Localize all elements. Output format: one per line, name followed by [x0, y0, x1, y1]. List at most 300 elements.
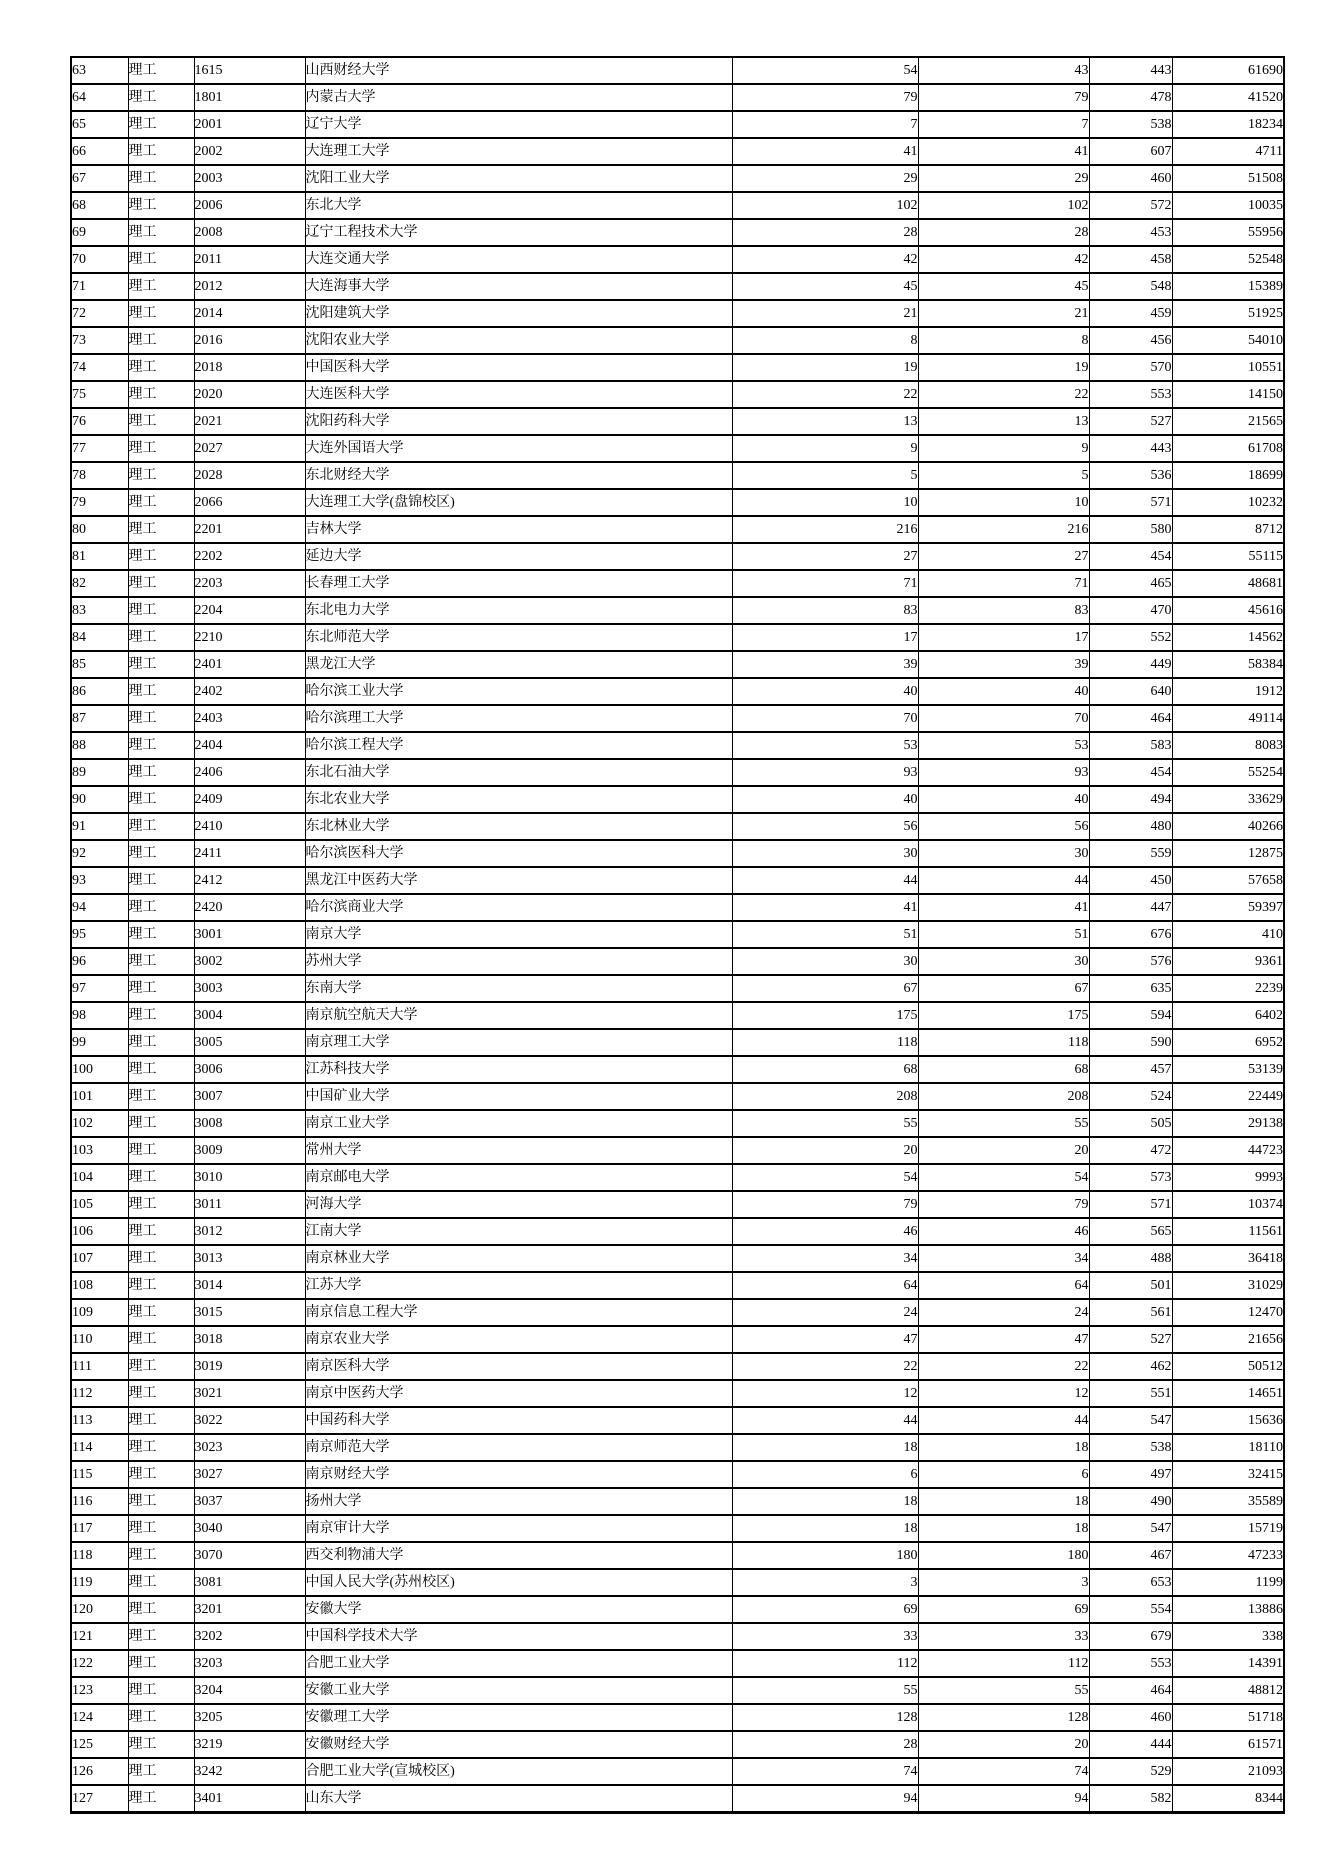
row-code: 3009 [194, 1137, 305, 1164]
row-count-b: 39 [918, 651, 1089, 678]
row-seq: 116 [71, 1488, 128, 1515]
row-count-a: 56 [732, 813, 918, 840]
row-category: 理工 [128, 1218, 194, 1245]
row-university-name: 常州大学 [305, 1137, 732, 1164]
row-seq: 73 [71, 327, 128, 354]
row-category: 理工 [128, 327, 194, 354]
row-count-b: 17 [918, 624, 1089, 651]
row-count-b: 53 [918, 732, 1089, 759]
row-seq: 88 [71, 732, 128, 759]
row-rank: 1199 [1172, 1569, 1284, 1596]
row-seq: 114 [71, 1434, 128, 1461]
row-count-a: 64 [732, 1272, 918, 1299]
row-score: 490 [1089, 1488, 1172, 1515]
table-row [71, 1164, 1284, 1191]
row-count-a: 17 [732, 624, 918, 651]
row-count-b: 10 [918, 489, 1089, 516]
row-rank: 14391 [1172, 1650, 1284, 1677]
row-rank: 10232 [1172, 489, 1284, 516]
row-score: 488 [1089, 1245, 1172, 1272]
row-university-name: 南京审计大学 [305, 1515, 732, 1542]
table-row [71, 1002, 1284, 1029]
row-score: 524 [1089, 1083, 1172, 1110]
row-code: 2016 [194, 327, 305, 354]
row-score: 450 [1089, 867, 1172, 894]
row-university-name: 黑龙江大学 [305, 651, 732, 678]
table-row [71, 408, 1284, 435]
table-row [71, 462, 1284, 489]
row-score: 580 [1089, 516, 1172, 543]
row-score: 536 [1089, 462, 1172, 489]
row-score: 454 [1089, 543, 1172, 570]
row-code: 3201 [194, 1596, 305, 1623]
row-score: 676 [1089, 921, 1172, 948]
row-category: 理工 [128, 1299, 194, 1326]
row-category: 理工 [128, 867, 194, 894]
row-score: 572 [1089, 192, 1172, 219]
table-row [71, 1704, 1284, 1731]
row-count-a: 112 [732, 1650, 918, 1677]
table-row [71, 1272, 1284, 1299]
row-category: 理工 [128, 1326, 194, 1353]
row-score: 571 [1089, 1191, 1172, 1218]
table-row [71, 1434, 1284, 1461]
row-seq: 86 [71, 678, 128, 705]
row-category: 理工 [128, 1110, 194, 1137]
row-code: 2066 [194, 489, 305, 516]
table-row [71, 759, 1284, 786]
table-row [71, 1029, 1284, 1056]
row-seq: 94 [71, 894, 128, 921]
row-seq: 112 [71, 1380, 128, 1407]
row-rank: 41520 [1172, 84, 1284, 111]
table-row [71, 1785, 1284, 1813]
row-code: 3081 [194, 1569, 305, 1596]
row-count-a: 40 [732, 786, 918, 813]
row-score: 505 [1089, 1110, 1172, 1137]
row-score: 472 [1089, 1137, 1172, 1164]
row-count-a: 10 [732, 489, 918, 516]
row-rank: 36418 [1172, 1245, 1284, 1272]
row-category: 理工 [128, 1677, 194, 1704]
row-score: 478 [1089, 84, 1172, 111]
row-university-name: 沈阳工业大学 [305, 165, 732, 192]
row-university-name: 东北林业大学 [305, 813, 732, 840]
row-rank: 14562 [1172, 624, 1284, 651]
row-university-name: 江南大学 [305, 1218, 732, 1245]
row-count-b: 55 [918, 1110, 1089, 1137]
row-score: 501 [1089, 1272, 1172, 1299]
row-score: 460 [1089, 1704, 1172, 1731]
row-count-b: 7 [918, 111, 1089, 138]
row-category: 理工 [128, 1785, 194, 1813]
row-code: 2412 [194, 867, 305, 894]
row-university-name: 沈阳农业大学 [305, 327, 732, 354]
table-row [71, 1056, 1284, 1083]
admission-table-body [71, 57, 1284, 1813]
row-category: 理工 [128, 1461, 194, 1488]
row-count-b: 34 [918, 1245, 1089, 1272]
row-count-a: 30 [732, 840, 918, 867]
table-row [71, 597, 1284, 624]
row-count-b: 79 [918, 84, 1089, 111]
table-row [71, 111, 1284, 138]
table-row [71, 1380, 1284, 1407]
row-count-a: 118 [732, 1029, 918, 1056]
row-count-b: 69 [918, 1596, 1089, 1623]
row-code: 3242 [194, 1758, 305, 1785]
row-seq: 120 [71, 1596, 128, 1623]
row-score: 443 [1089, 435, 1172, 462]
table-row [71, 1218, 1284, 1245]
row-seq: 90 [71, 786, 128, 813]
row-rank: 10551 [1172, 354, 1284, 381]
row-rank: 55254 [1172, 759, 1284, 786]
row-seq: 71 [71, 273, 128, 300]
row-category: 理工 [128, 678, 194, 705]
row-rank: 52548 [1172, 246, 1284, 273]
row-count-b: 102 [918, 192, 1089, 219]
row-count-a: 18 [732, 1488, 918, 1515]
row-category: 理工 [128, 759, 194, 786]
row-count-b: 56 [918, 813, 1089, 840]
table-row [71, 1299, 1284, 1326]
row-score: 470 [1089, 597, 1172, 624]
row-count-b: 79 [918, 1191, 1089, 1218]
row-rank: 51718 [1172, 1704, 1284, 1731]
row-count-b: 83 [918, 597, 1089, 624]
row-count-b: 71 [918, 570, 1089, 597]
row-score: 576 [1089, 948, 1172, 975]
row-category: 理工 [128, 1245, 194, 1272]
row-count-b: 64 [918, 1272, 1089, 1299]
table-row [71, 1488, 1284, 1515]
row-code: 2411 [194, 840, 305, 867]
table-row [71, 1110, 1284, 1137]
row-seq: 66 [71, 138, 128, 165]
row-code: 2210 [194, 624, 305, 651]
row-count-a: 128 [732, 1704, 918, 1731]
row-rank: 6402 [1172, 1002, 1284, 1029]
row-category: 理工 [128, 732, 194, 759]
row-seq: 115 [71, 1461, 128, 1488]
row-count-b: 128 [918, 1704, 1089, 1731]
row-category: 理工 [128, 1029, 194, 1056]
row-count-a: 41 [732, 138, 918, 165]
row-code: 3205 [194, 1704, 305, 1731]
row-university-name: 安徽大学 [305, 1596, 732, 1623]
row-count-b: 180 [918, 1542, 1089, 1569]
row-score: 582 [1089, 1785, 1172, 1813]
row-score: 561 [1089, 1299, 1172, 1326]
row-count-b: 68 [918, 1056, 1089, 1083]
row-seq: 102 [71, 1110, 128, 1137]
row-rank: 2239 [1172, 975, 1284, 1002]
row-score: 640 [1089, 678, 1172, 705]
table-row [71, 381, 1284, 408]
row-count-b: 54 [918, 1164, 1089, 1191]
row-code: 2008 [194, 219, 305, 246]
row-count-a: 54 [732, 1164, 918, 1191]
row-university-name: 大连理工大学(盘锦校区) [305, 489, 732, 516]
row-count-b: 9 [918, 435, 1089, 462]
row-seq: 101 [71, 1083, 128, 1110]
row-seq: 78 [71, 462, 128, 489]
row-code: 3004 [194, 1002, 305, 1029]
row-rank: 44723 [1172, 1137, 1284, 1164]
row-code: 1801 [194, 84, 305, 111]
row-code: 3018 [194, 1326, 305, 1353]
row-count-a: 55 [732, 1677, 918, 1704]
row-code: 3070 [194, 1542, 305, 1569]
table-row [71, 435, 1284, 462]
row-code: 2404 [194, 732, 305, 759]
row-seq: 124 [71, 1704, 128, 1731]
row-count-a: 28 [732, 219, 918, 246]
row-university-name: 吉林大学 [305, 516, 732, 543]
table-row [71, 219, 1284, 246]
row-university-name: 长春理工大学 [305, 570, 732, 597]
row-count-b: 20 [918, 1137, 1089, 1164]
table-row [71, 300, 1284, 327]
row-count-b: 42 [918, 246, 1089, 273]
row-university-name: 南京农业大学 [305, 1326, 732, 1353]
row-count-a: 54 [732, 57, 918, 84]
row-count-b: 118 [918, 1029, 1089, 1056]
row-category: 理工 [128, 219, 194, 246]
row-rank: 61690 [1172, 57, 1284, 84]
table-row [71, 624, 1284, 651]
row-score: 464 [1089, 705, 1172, 732]
row-code: 3006 [194, 1056, 305, 1083]
row-category: 理工 [128, 894, 194, 921]
row-category: 理工 [128, 597, 194, 624]
row-count-a: 55 [732, 1110, 918, 1137]
row-seq: 103 [71, 1137, 128, 1164]
row-count-b: 20 [918, 1731, 1089, 1758]
row-score: 548 [1089, 273, 1172, 300]
row-category: 理工 [128, 273, 194, 300]
row-seq: 69 [71, 219, 128, 246]
row-count-b: 41 [918, 138, 1089, 165]
row-category: 理工 [128, 57, 194, 84]
row-category: 理工 [128, 516, 194, 543]
row-category: 理工 [128, 1650, 194, 1677]
row-count-b: 93 [918, 759, 1089, 786]
table-row [71, 516, 1284, 543]
row-count-b: 6 [918, 1461, 1089, 1488]
row-score: 497 [1089, 1461, 1172, 1488]
row-category: 理工 [128, 435, 194, 462]
row-seq: 92 [71, 840, 128, 867]
row-seq: 125 [71, 1731, 128, 1758]
row-score: 573 [1089, 1164, 1172, 1191]
row-code: 3010 [194, 1164, 305, 1191]
row-count-a: 18 [732, 1515, 918, 1542]
row-rank: 45616 [1172, 597, 1284, 624]
row-category: 理工 [128, 1353, 194, 1380]
row-count-b: 67 [918, 975, 1089, 1002]
row-university-name: 南京工业大学 [305, 1110, 732, 1137]
table-row [71, 1623, 1284, 1650]
row-score: 465 [1089, 570, 1172, 597]
row-count-a: 74 [732, 1758, 918, 1785]
row-score: 635 [1089, 975, 1172, 1002]
row-seq: 85 [71, 651, 128, 678]
row-university-name: 江苏科技大学 [305, 1056, 732, 1083]
row-count-b: 22 [918, 1353, 1089, 1380]
row-rank: 57658 [1172, 867, 1284, 894]
table-row [71, 1245, 1284, 1272]
row-category: 理工 [128, 300, 194, 327]
table-row [71, 273, 1284, 300]
row-score: 559 [1089, 840, 1172, 867]
row-code: 3040 [194, 1515, 305, 1542]
row-university-name: 内蒙古大学 [305, 84, 732, 111]
row-code: 3023 [194, 1434, 305, 1461]
row-code: 3027 [194, 1461, 305, 1488]
row-university-name: 南京中医药大学 [305, 1380, 732, 1407]
row-count-b: 13 [918, 408, 1089, 435]
row-code: 2409 [194, 786, 305, 813]
row-university-name: 南京理工大学 [305, 1029, 732, 1056]
row-count-a: 29 [732, 165, 918, 192]
row-count-a: 22 [732, 1353, 918, 1380]
row-category: 理工 [128, 975, 194, 1002]
row-university-name: 大连海事大学 [305, 273, 732, 300]
row-seq: 127 [71, 1785, 128, 1813]
row-count-b: 30 [918, 948, 1089, 975]
row-code: 3204 [194, 1677, 305, 1704]
row-code: 2014 [194, 300, 305, 327]
row-code: 1615 [194, 57, 305, 84]
row-university-name: 南京师范大学 [305, 1434, 732, 1461]
table-row [71, 327, 1284, 354]
row-seq: 68 [71, 192, 128, 219]
row-university-name: 南京财经大学 [305, 1461, 732, 1488]
table-row [71, 1137, 1284, 1164]
row-code: 3008 [194, 1110, 305, 1137]
table-row [71, 813, 1284, 840]
row-rank: 14150 [1172, 381, 1284, 408]
row-category: 理工 [128, 1164, 194, 1191]
row-score: 553 [1089, 1650, 1172, 1677]
row-rank: 51508 [1172, 165, 1284, 192]
row-university-name: 东南大学 [305, 975, 732, 1002]
row-score: 547 [1089, 1515, 1172, 1542]
row-score: 447 [1089, 894, 1172, 921]
row-university-name: 东北农业大学 [305, 786, 732, 813]
row-seq: 93 [71, 867, 128, 894]
row-code: 3022 [194, 1407, 305, 1434]
row-seq: 79 [71, 489, 128, 516]
row-category: 理工 [128, 624, 194, 651]
row-rank: 18699 [1172, 462, 1284, 489]
table-row [71, 1326, 1284, 1353]
row-category: 理工 [128, 246, 194, 273]
row-score: 554 [1089, 1596, 1172, 1623]
row-rank: 49114 [1172, 705, 1284, 732]
row-seq: 119 [71, 1569, 128, 1596]
row-rank: 55115 [1172, 543, 1284, 570]
row-university-name: 江苏大学 [305, 1272, 732, 1299]
row-count-a: 27 [732, 543, 918, 570]
row-count-b: 33 [918, 1623, 1089, 1650]
row-code: 2001 [194, 111, 305, 138]
row-seq: 83 [71, 597, 128, 624]
row-category: 理工 [128, 651, 194, 678]
row-category: 理工 [128, 1137, 194, 1164]
row-rank: 51925 [1172, 300, 1284, 327]
row-rank: 31029 [1172, 1272, 1284, 1299]
row-score: 444 [1089, 1731, 1172, 1758]
row-rank: 21565 [1172, 408, 1284, 435]
row-score: 551 [1089, 1380, 1172, 1407]
row-count-b: 43 [918, 57, 1089, 84]
row-university-name: 西交利物浦大学 [305, 1542, 732, 1569]
row-university-name: 南京林业大学 [305, 1245, 732, 1272]
row-category: 理工 [128, 1191, 194, 1218]
row-count-b: 216 [918, 516, 1089, 543]
table-row [71, 894, 1284, 921]
row-university-name: 南京航空航天大学 [305, 1002, 732, 1029]
row-rank: 47233 [1172, 1542, 1284, 1569]
row-rank: 8344 [1172, 1785, 1284, 1813]
row-university-name: 南京邮电大学 [305, 1164, 732, 1191]
row-code: 2203 [194, 570, 305, 597]
row-score: 538 [1089, 1434, 1172, 1461]
row-score: 467 [1089, 1542, 1172, 1569]
row-score: 449 [1089, 651, 1172, 678]
row-code: 2012 [194, 273, 305, 300]
row-count-a: 44 [732, 867, 918, 894]
row-rank: 12470 [1172, 1299, 1284, 1326]
row-code: 3037 [194, 1488, 305, 1515]
table-row [71, 678, 1284, 705]
row-count-a: 102 [732, 192, 918, 219]
row-count-a: 68 [732, 1056, 918, 1083]
table-row [71, 840, 1284, 867]
row-score: 570 [1089, 354, 1172, 381]
row-code: 3013 [194, 1245, 305, 1272]
row-score: 538 [1089, 111, 1172, 138]
row-score: 464 [1089, 1677, 1172, 1704]
row-seq: 72 [71, 300, 128, 327]
row-category: 理工 [128, 1542, 194, 1569]
row-university-name: 合肥工业大学 [305, 1650, 732, 1677]
row-seq: 111 [71, 1353, 128, 1380]
row-category: 理工 [128, 1596, 194, 1623]
row-count-b: 45 [918, 273, 1089, 300]
row-university-name: 安徽财经大学 [305, 1731, 732, 1758]
table-row [71, 570, 1284, 597]
row-count-a: 28 [732, 1731, 918, 1758]
row-count-a: 22 [732, 381, 918, 408]
row-score: 443 [1089, 57, 1172, 84]
row-count-b: 70 [918, 705, 1089, 732]
row-rank: 22449 [1172, 1083, 1284, 1110]
row-seq: 98 [71, 1002, 128, 1029]
row-score: 565 [1089, 1218, 1172, 1245]
row-code: 2018 [194, 354, 305, 381]
row-code: 2202 [194, 543, 305, 570]
row-count-b: 29 [918, 165, 1089, 192]
row-category: 理工 [128, 570, 194, 597]
row-university-name: 哈尔滨商业大学 [305, 894, 732, 921]
row-score: 457 [1089, 1056, 1172, 1083]
row-count-a: 71 [732, 570, 918, 597]
table-row [71, 1083, 1284, 1110]
